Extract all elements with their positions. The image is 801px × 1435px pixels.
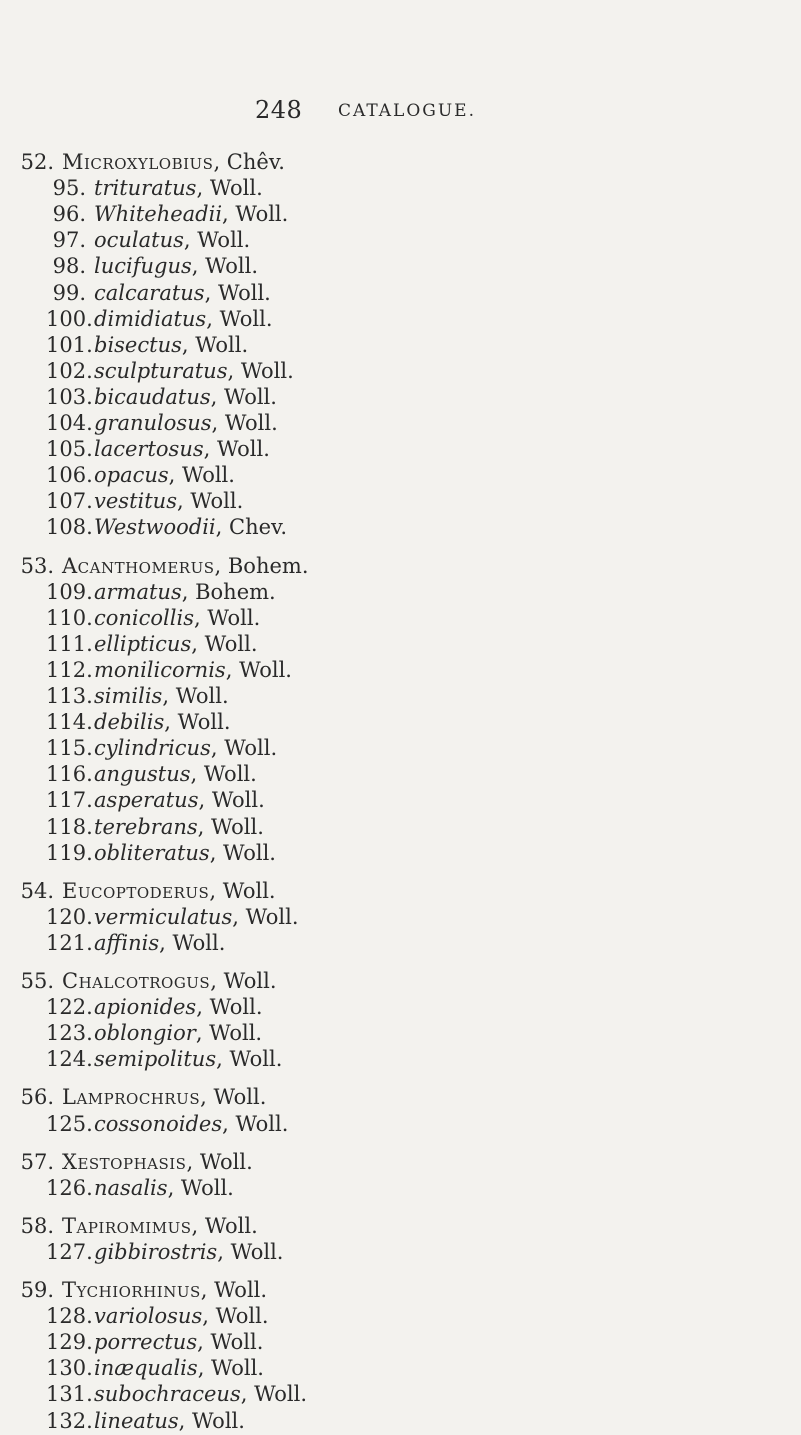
species-entry: 114.debilis, Woll. xyxy=(46,710,231,735)
species-number: 100. xyxy=(46,306,93,331)
species-entry: 99. calcaratus, Woll. xyxy=(46,279,271,307)
species-name: opacus xyxy=(94,463,169,488)
species-name: nasalis xyxy=(94,1175,168,1200)
species-number: 112. xyxy=(46,657,93,682)
genus-number: 56. xyxy=(20,1085,54,1110)
author-name: Woll. xyxy=(204,1213,258,1238)
species-entry: 102.sculpturatus, Woll. xyxy=(46,358,294,383)
species-entry: 117.asperatus, Woll. xyxy=(46,788,265,813)
species-entry: 100.dimidiatus, Woll. xyxy=(46,306,273,331)
author-name: Woll. xyxy=(209,1021,263,1046)
species-number: 120. xyxy=(46,904,93,929)
genus-entry: 53. Acanthomerus, Bohem. xyxy=(20,553,309,578)
species-entry: 96. Whiteheadii, Woll. xyxy=(46,200,288,228)
species-number: 104. xyxy=(46,411,93,435)
genus-entry: 52. Microxylobius, Chêv. xyxy=(20,150,285,174)
species-number: 98. xyxy=(52,254,86,279)
genus-name: Acanthomerus xyxy=(62,553,215,578)
running-head: CATALOGUE. xyxy=(338,101,476,121)
species-name: trituratus xyxy=(94,176,197,201)
species-number: 101. xyxy=(46,332,93,357)
species-entry: 122.apionides, Woll. xyxy=(46,995,263,1020)
species-number: 115. xyxy=(46,736,93,761)
species-name: subochraceus xyxy=(94,1382,241,1407)
species-number: 131. xyxy=(46,1382,93,1407)
species-name: asperatus xyxy=(94,788,199,813)
author-name: Woll. xyxy=(229,1047,283,1072)
author-name: Woll. xyxy=(209,995,263,1020)
species-name: apionides xyxy=(94,995,197,1020)
species-number: 129. xyxy=(46,1330,93,1355)
species-name: inæqualis xyxy=(94,1356,198,1381)
species-name: monilicornis xyxy=(94,657,226,682)
author-name: Woll. xyxy=(240,358,294,383)
species-number: 118. xyxy=(46,814,93,839)
genus-number: 59. xyxy=(20,1278,54,1302)
genus-entry: 54. Eucoptoderus, Woll. xyxy=(20,878,276,903)
author-name: Woll. xyxy=(205,254,259,279)
author-name: Woll. xyxy=(224,736,278,761)
species-entry: 121.affinis, Woll. xyxy=(46,930,226,955)
species-name: vestitus xyxy=(94,489,177,514)
author-name: Bohem. xyxy=(195,579,276,604)
species-name: granulosus xyxy=(94,411,212,435)
species-entry: 131.subochraceus, Woll. xyxy=(46,1382,308,1407)
author-name: Woll. xyxy=(182,463,235,488)
species-entry: 129.porrectus, Woll. xyxy=(46,1330,264,1355)
author-name: Woll. xyxy=(211,788,265,813)
author-name: Woll. xyxy=(175,684,229,708)
species-entry: 127.gibbirostris, Woll. xyxy=(46,1239,284,1264)
species-name: armatus xyxy=(94,579,182,604)
genus-entry: 55. Chalcotrogus, Woll. xyxy=(20,969,277,993)
species-entry: 119.obliteratus, Woll. xyxy=(46,840,276,865)
species-number: 109. xyxy=(46,579,93,604)
author-name: Woll. xyxy=(203,762,257,787)
species-number: 111. xyxy=(46,631,93,656)
species-number: 113. xyxy=(46,684,93,708)
species-number: 126. xyxy=(46,1175,93,1200)
species-entry: 111.ellipticus, Woll. xyxy=(46,631,258,656)
author-name: Woll. xyxy=(235,202,289,227)
species-entry: 113.similis, Woll. xyxy=(46,684,229,708)
author-name: Woll. xyxy=(199,1149,253,1174)
author-name: Woll. xyxy=(214,1278,268,1302)
species-number: 132. xyxy=(46,1408,93,1433)
species-entry: 105.lacertosus, Woll. xyxy=(46,437,270,462)
species-entry: 126.nasalis, Woll. xyxy=(46,1175,234,1200)
author-name: Woll. xyxy=(210,1330,264,1355)
species-entry: 132.lineatus, Woll. xyxy=(46,1408,245,1433)
species-number: 99. xyxy=(52,280,86,305)
author-name: Woll. xyxy=(211,1356,264,1381)
species-entry: 108.Westwoodii, Chev. xyxy=(46,515,288,540)
species-name: obliteratus xyxy=(94,840,210,865)
species-entry: 115.cylindricus, Woll. xyxy=(46,736,278,761)
author-name: Woll. xyxy=(224,411,278,435)
species-number: 130. xyxy=(46,1356,93,1381)
author-name: Woll. xyxy=(211,814,264,839)
species-name: lucifugus xyxy=(94,254,192,279)
author-name: Woll. xyxy=(204,631,258,656)
species-number: 127. xyxy=(46,1239,93,1264)
species-number: 114. xyxy=(46,710,93,735)
author-name: Woll. xyxy=(192,1408,245,1433)
species-number: 121. xyxy=(46,930,93,955)
species-entry: 103.bicaudatus, Woll. xyxy=(46,384,277,409)
author-name: Chêv. xyxy=(226,150,285,174)
species-number: 117. xyxy=(46,788,93,813)
genus-name: Microxylobius xyxy=(62,150,214,174)
species-name: bisectus xyxy=(94,332,182,357)
author-name: Woll. xyxy=(197,228,251,253)
genus-name: Xestophasis xyxy=(62,1149,187,1174)
genus-entry: 59. Tychiorhinus, Woll. xyxy=(20,1278,268,1302)
species-name: vermiculatus xyxy=(94,904,233,929)
species-name: semipolitus xyxy=(94,1047,217,1072)
species-entry: 112.monilicornis, Woll. xyxy=(46,657,292,682)
species-entry: 116.angustus, Woll. xyxy=(46,762,257,787)
author-name: Woll. xyxy=(254,1382,308,1407)
species-name: cylindricus xyxy=(94,736,211,761)
author-name: Woll. xyxy=(172,930,226,955)
species-number: 107. xyxy=(46,489,93,514)
author-name: Woll. xyxy=(219,306,273,331)
species-number: 102. xyxy=(46,358,93,383)
genus-entry: 57. Xestophasis, Woll. xyxy=(20,1149,253,1174)
species-name: variolosus xyxy=(94,1304,203,1329)
species-name: Whiteheadii xyxy=(94,202,223,227)
species-entry: 95. trituratus, Woll. xyxy=(46,174,263,202)
species-name: lineatus xyxy=(94,1408,179,1433)
species-entry: 120.vermiculatus, Woll. xyxy=(46,904,299,929)
author-name: Woll. xyxy=(222,878,276,903)
species-entry: 107.vestitus, Woll. xyxy=(46,489,244,514)
species-entry: 97. oculatus, Woll. xyxy=(46,226,250,254)
species-entry: 128.variolosus, Woll. xyxy=(46,1304,269,1329)
species-number: 110. xyxy=(46,605,93,630)
species-number: 119. xyxy=(46,840,93,865)
author-name: Woll. xyxy=(245,904,299,929)
species-name: sculpturatus xyxy=(94,358,228,383)
species-entry: 104.granulosus, Woll. xyxy=(46,411,278,435)
species-name: terebrans xyxy=(94,814,198,839)
author-name: Woll. xyxy=(180,1175,234,1200)
genus-entry: 56. Lamprochrus, Woll. xyxy=(20,1085,267,1110)
species-number: 123. xyxy=(46,1021,93,1046)
species-name: bicaudatus xyxy=(94,384,211,409)
species-number: 106. xyxy=(46,463,93,488)
species-name: conicollis xyxy=(94,605,194,630)
genus-number: 54. xyxy=(20,878,54,903)
species-number: 108. xyxy=(46,515,93,540)
genus-number: 52. xyxy=(20,150,54,174)
author-name: Woll. xyxy=(230,1239,284,1264)
species-entry: 110.conicollis, Woll. xyxy=(46,605,261,630)
author-name: Bohem. xyxy=(227,553,309,578)
species-number: 103. xyxy=(46,384,93,409)
species-name: dimidiatus xyxy=(94,306,207,331)
author-name: Woll. xyxy=(190,489,244,514)
species-name: oculatus xyxy=(94,228,184,253)
author-name: Chev. xyxy=(229,515,288,540)
species-name: ellipticus xyxy=(94,631,192,656)
species-number: 95. xyxy=(52,176,86,201)
author-name: Woll. xyxy=(223,840,276,865)
author-name: Woll. xyxy=(224,384,277,409)
species-entry: 98. lucifugus, Woll. xyxy=(46,252,258,280)
author-name: Woll. xyxy=(216,437,270,462)
species-name: lacertosus xyxy=(94,437,204,462)
species-number: 97. xyxy=(52,228,86,253)
genus-number: 53. xyxy=(20,553,54,578)
species-number: 116. xyxy=(46,762,93,787)
species-entry: 101.bisectus, Woll. xyxy=(46,332,249,357)
species-name: angustus xyxy=(94,762,191,787)
author-name: Woll. xyxy=(209,176,263,201)
author-name: Woll. xyxy=(223,969,277,993)
genus-name: Lamprochrus xyxy=(62,1085,201,1110)
species-name: oblongior xyxy=(94,1021,196,1046)
species-name: calcaratus xyxy=(94,280,205,305)
author-name: Woll. xyxy=(213,1085,267,1110)
author-name: Woll. xyxy=(215,1304,269,1329)
genus-name: Tychiorhinus xyxy=(62,1278,201,1302)
genus-number: 55. xyxy=(20,969,54,993)
genus-name: Eucoptoderus xyxy=(62,878,210,903)
author-name: Woll. xyxy=(195,332,249,357)
species-number: 128. xyxy=(46,1304,93,1329)
author-name: Woll. xyxy=(207,605,261,630)
author-name: Woll. xyxy=(239,657,292,682)
species-name: gibbirostris xyxy=(94,1239,218,1264)
species-name: affinis xyxy=(94,930,160,955)
species-entry: 130.inæqualis, Woll. xyxy=(46,1356,264,1381)
species-name: similis xyxy=(94,684,163,708)
species-entry: 109.armatus, Bohem. xyxy=(46,579,276,604)
species-number: 125. xyxy=(46,1111,93,1136)
species-name: Westwoodii xyxy=(94,515,216,540)
author-name: Woll. xyxy=(217,280,271,305)
species-number: 122. xyxy=(46,995,93,1020)
species-name: debilis xyxy=(94,710,165,735)
species-number: 96. xyxy=(52,202,86,227)
species-entry: 123.oblongior, Woll. xyxy=(46,1021,263,1046)
species-name: porrectus xyxy=(94,1330,198,1355)
genus-number: 57. xyxy=(20,1149,54,1174)
genus-name: Tapiromimus xyxy=(62,1213,192,1238)
genus-name: Chalcotrogus xyxy=(62,969,211,993)
genus-entry: 58. Tapiromimus, Woll. xyxy=(20,1213,258,1238)
species-entry: 118.terebrans, Woll. xyxy=(46,814,264,839)
species-entry: 125.cossonoides, Woll. xyxy=(46,1111,289,1136)
species-entry: 124.semipolitus, Woll. xyxy=(46,1047,283,1072)
author-name: Woll. xyxy=(235,1111,289,1136)
author-name: Woll. xyxy=(177,710,231,735)
species-entry: 106.opacus, Woll. xyxy=(46,463,235,488)
species-name: cossonoides xyxy=(94,1111,223,1136)
genus-number: 58. xyxy=(20,1213,54,1238)
species-number: 105. xyxy=(46,437,93,462)
species-number: 124. xyxy=(46,1047,93,1072)
page-number: 248 xyxy=(255,96,303,124)
